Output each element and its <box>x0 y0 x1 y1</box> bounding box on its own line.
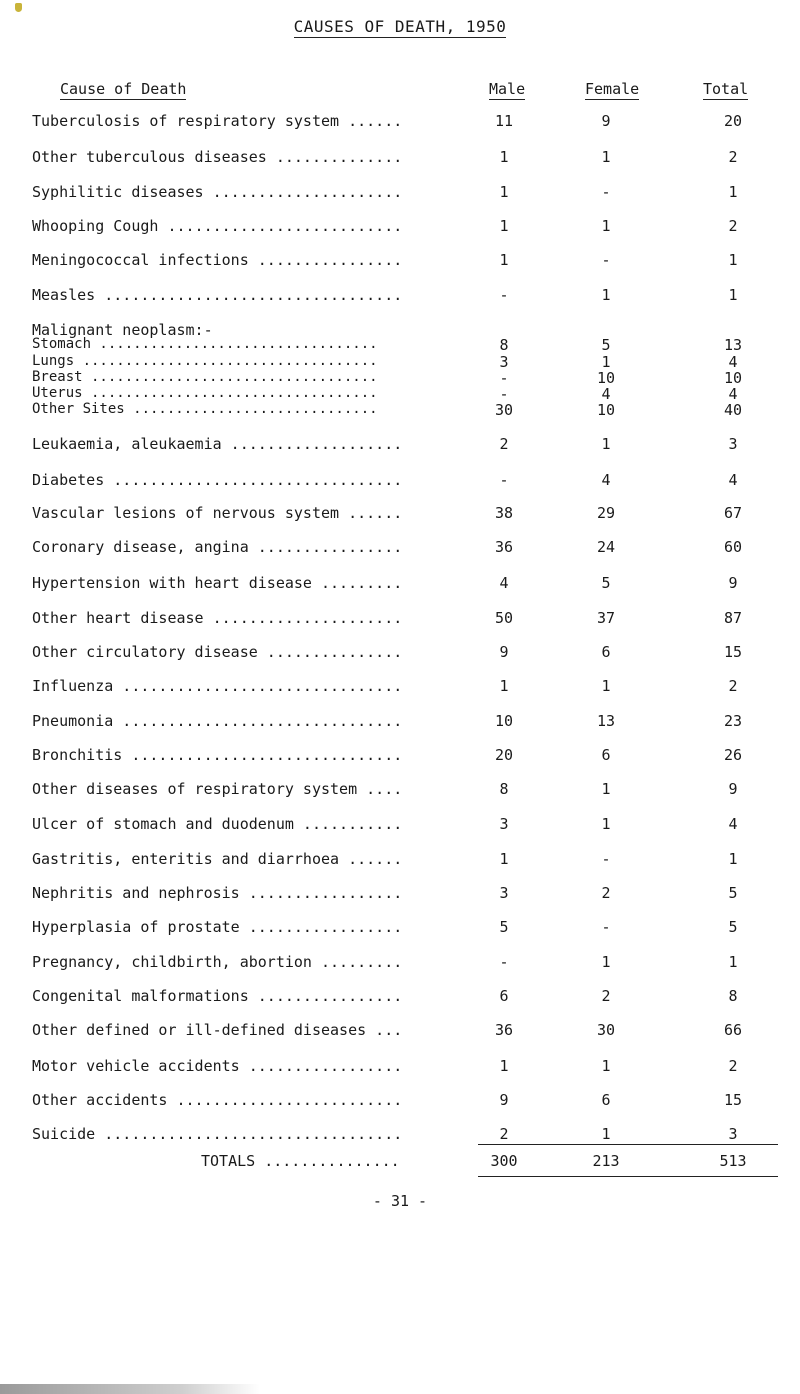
cause-label: Hyperplasia of prostate ................. <box>32 918 403 936</box>
table-row <box>0 780 800 800</box>
female-count: 1 <box>601 353 611 371</box>
table-row <box>0 286 800 306</box>
male-total: 300 <box>490 1152 518 1170</box>
female-count: - <box>601 183 611 201</box>
table-row <box>0 148 800 168</box>
male-count: 1 <box>499 183 509 201</box>
cause-label: Whooping Cough .......................... <box>32 217 403 235</box>
male-count: - <box>499 471 509 489</box>
female-count: 1 <box>601 677 611 695</box>
cause-label: Lungs ................................... <box>32 353 378 369</box>
male-count: 1 <box>499 1057 509 1075</box>
cause-label: Malignant neoplasm:- <box>32 321 213 339</box>
cause-label: Diabetes ................................ <box>32 471 403 489</box>
cause-label: Stomach ................................. <box>32 336 378 352</box>
female-count: 1 <box>601 1125 611 1143</box>
cause-label: Other accidents ......................... <box>32 1091 403 1109</box>
male-count: 9 <box>499 643 509 661</box>
male-count: 3 <box>499 815 509 833</box>
totals-label: TOTALS ............... <box>201 1152 400 1170</box>
female-count: 1 <box>601 953 611 971</box>
cause-label: Breast .................................. <box>32 369 378 385</box>
male-count: 1 <box>499 148 509 166</box>
table-row <box>0 574 800 594</box>
table-row <box>0 712 800 732</box>
female-count: 6 <box>601 746 611 764</box>
female-count: 29 <box>596 504 616 522</box>
table-row <box>0 1125 800 1145</box>
total-count: 1 <box>728 286 738 304</box>
cause-label: Nephritis and nephrosis ................. <box>32 884 403 902</box>
female-count: 1 <box>601 1057 611 1075</box>
total-count: 1 <box>728 183 738 201</box>
cause-label: Tuberculosis of respiratory system ...... <box>32 112 403 130</box>
cause-label: Congenital malformations ................ <box>32 987 403 1005</box>
female-count: 13 <box>596 712 616 730</box>
female-total: 213 <box>592 1152 620 1170</box>
male-count: - <box>499 385 509 403</box>
table-row <box>0 183 800 203</box>
male-count: 2 <box>499 1125 509 1143</box>
total-count: 9 <box>728 780 738 798</box>
cause-label: Pneumonia ............................... <box>32 712 403 730</box>
table-row <box>0 435 800 455</box>
table-row <box>0 401 800 421</box>
cause-label: Gastritis, enteritis and diarrhoea ...... <box>32 850 403 868</box>
cause-label: Other defined or ill-defined diseases ... <box>32 1021 403 1039</box>
cause-label: Syphilitic diseases ..................... <box>32 183 403 201</box>
scan-edge <box>0 1384 260 1394</box>
male-count: 36 <box>494 1021 514 1039</box>
table-row <box>0 643 800 663</box>
cause-label: Suicide ................................. <box>32 1125 403 1143</box>
male-count: 30 <box>494 401 514 419</box>
cause-label: Motor vehicle accidents ................. <box>32 1057 403 1075</box>
total-count: 9 <box>728 574 738 592</box>
table-row <box>0 112 800 132</box>
table-row <box>0 504 800 524</box>
female-count: 6 <box>601 643 611 661</box>
female-count: 2 <box>601 987 611 1005</box>
male-count: 20 <box>494 746 514 764</box>
total-count: 1 <box>728 850 738 868</box>
table-row <box>0 609 800 629</box>
female-count: 5 <box>601 574 611 592</box>
header-total: Total <box>703 80 749 98</box>
total-count: 1 <box>728 953 738 971</box>
male-count: 1 <box>499 850 509 868</box>
cause-label: Uterus .................................. <box>32 385 378 401</box>
table-row <box>0 987 800 1007</box>
female-count: - <box>601 850 611 868</box>
total-count: 67 <box>723 504 743 522</box>
female-count: 1 <box>601 148 611 166</box>
female-count: 5 <box>601 336 611 354</box>
female-count: 9 <box>601 112 611 130</box>
female-count: 2 <box>601 884 611 902</box>
total-count: 2 <box>728 148 738 166</box>
table-row <box>0 1057 800 1077</box>
cause-label: Other heart disease ..................... <box>32 609 403 627</box>
total-count: 66 <box>723 1021 743 1039</box>
female-count: 1 <box>601 435 611 453</box>
total-count: 1 <box>728 251 738 269</box>
female-count: 10 <box>596 401 616 419</box>
table-row <box>0 884 800 904</box>
cause-label: Other circulatory disease ............... <box>32 643 403 661</box>
total-count: 40 <box>723 401 743 419</box>
page-title: CAUSES OF DEATH, 1950 <box>293 17 507 36</box>
cause-label: Influenza ............................... <box>32 677 403 695</box>
total-count: 2 <box>728 217 738 235</box>
female-count: 30 <box>596 1021 616 1039</box>
cause-label: Bronchitis .............................. <box>32 746 403 764</box>
totals-row <box>0 1152 800 1172</box>
total-count: 15 <box>723 1091 743 1109</box>
total-count: 4 <box>728 471 738 489</box>
female-count: 1 <box>601 217 611 235</box>
total-count: 5 <box>728 918 738 936</box>
table-row <box>0 538 800 558</box>
cause-label: Leukaemia, aleukaemia ................... <box>32 435 403 453</box>
total-count: 10 <box>723 369 743 387</box>
female-count: 1 <box>601 780 611 798</box>
female-count: 10 <box>596 369 616 387</box>
female-count: 1 <box>601 815 611 833</box>
cause-label: Measles ................................. <box>32 286 403 304</box>
male-count: - <box>499 953 509 971</box>
cause-label: Hypertension with heart disease ......... <box>32 574 403 592</box>
total-count: 2 <box>728 1057 738 1075</box>
total-count: 3 <box>728 435 738 453</box>
male-count: 2 <box>499 435 509 453</box>
male-count: 50 <box>494 609 514 627</box>
cause-label: Pregnancy, childbirth, abortion ......... <box>32 953 403 971</box>
table-row <box>0 815 800 835</box>
female-count: 4 <box>601 471 611 489</box>
female-count: 4 <box>601 385 611 403</box>
male-count: 1 <box>499 251 509 269</box>
total-count: 60 <box>723 538 743 556</box>
male-count: 9 <box>499 1091 509 1109</box>
table-row <box>0 251 800 271</box>
female-count: 37 <box>596 609 616 627</box>
total-count: 4 <box>728 385 738 403</box>
male-count: 8 <box>499 336 509 354</box>
total-count: 3 <box>728 1125 738 1143</box>
grand-total: 513 <box>719 1152 747 1170</box>
female-count: 24 <box>596 538 616 556</box>
total-count: 26 <box>723 746 743 764</box>
male-count: 1 <box>499 217 509 235</box>
total-count: 8 <box>728 987 738 1005</box>
male-count: 5 <box>499 918 509 936</box>
total-count: 5 <box>728 884 738 902</box>
table-row <box>0 217 800 237</box>
table-row <box>0 850 800 870</box>
table-row <box>0 918 800 938</box>
total-count: 4 <box>728 815 738 833</box>
male-count: 1 <box>499 677 509 695</box>
table-row <box>0 953 800 973</box>
table-row <box>0 746 800 766</box>
total-count: 23 <box>723 712 743 730</box>
female-count: 6 <box>601 1091 611 1109</box>
male-count: - <box>499 286 509 304</box>
cause-label: Ulcer of stomach and duodenum ........... <box>32 815 403 833</box>
header-cause: Cause of Death <box>60 80 187 98</box>
cause-label: Coronary disease, angina ................ <box>32 538 403 556</box>
header-male: Male <box>489 80 526 98</box>
total-count: 13 <box>723 336 743 354</box>
totals-top-rule <box>478 1144 778 1145</box>
total-count: 4 <box>728 353 738 371</box>
male-count: 3 <box>499 353 509 371</box>
male-count: 3 <box>499 884 509 902</box>
male-count: - <box>499 369 509 387</box>
totals-bottom-rule <box>478 1176 778 1177</box>
male-count: 8 <box>499 780 509 798</box>
male-count: 38 <box>494 504 514 522</box>
total-count: 20 <box>723 112 743 130</box>
cause-label: Other Sites ............................. <box>32 401 378 417</box>
female-count: - <box>601 251 611 269</box>
cause-label: Vascular lesions of nervous system ...... <box>32 504 403 522</box>
female-count: - <box>601 918 611 936</box>
total-count: 87 <box>723 609 743 627</box>
cause-label: Other tuberculous diseases .............. <box>32 148 403 166</box>
table-row <box>0 677 800 697</box>
table-row <box>0 471 800 491</box>
total-count: 2 <box>728 677 738 695</box>
page-number: - 31 - <box>372 1192 428 1210</box>
table-row <box>0 1091 800 1111</box>
cause-label: Meningococcal infections ................ <box>32 251 403 269</box>
total-count: 15 <box>723 643 743 661</box>
male-count: 10 <box>494 712 514 730</box>
male-count: 36 <box>494 538 514 556</box>
female-count: 1 <box>601 286 611 304</box>
male-count: 4 <box>499 574 509 592</box>
male-count: 11 <box>494 112 514 130</box>
header-female: Female <box>585 80 640 98</box>
table-row <box>0 1021 800 1041</box>
male-count: 6 <box>499 987 509 1005</box>
cause-label: Other diseases of respiratory system .... <box>32 780 403 798</box>
